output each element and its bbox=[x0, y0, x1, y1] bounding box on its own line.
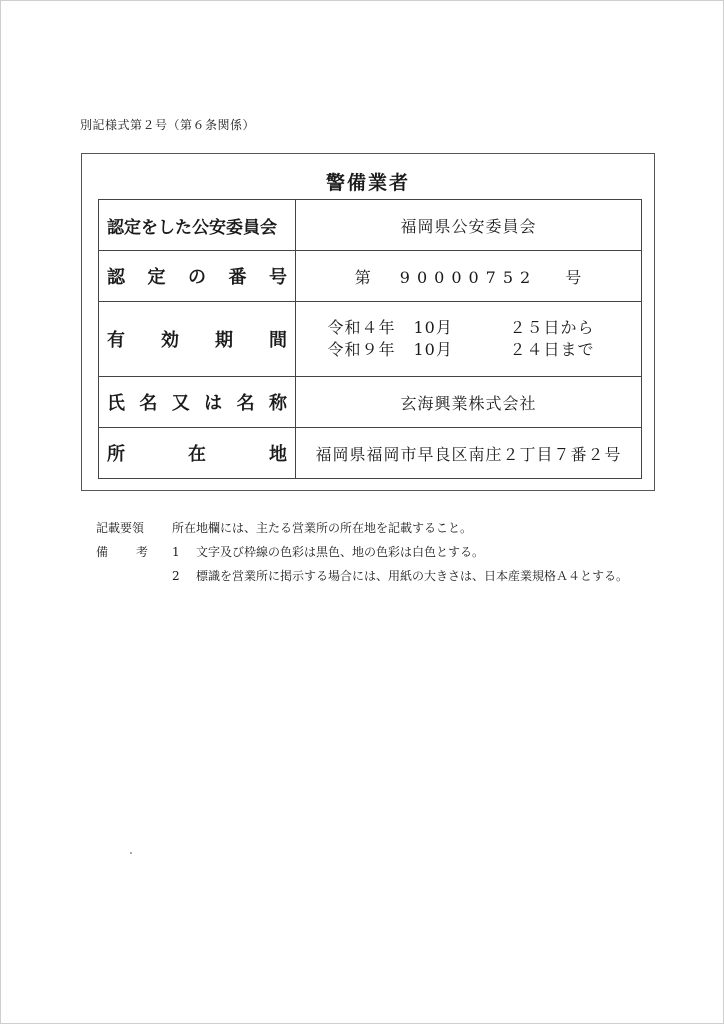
note-item bbox=[96, 564, 628, 588]
label-char: 号 bbox=[269, 267, 287, 288]
note-text: 標識を営業所に掲示する場合には、用紙の大きさは、日本産業規格Ａ４とする。 bbox=[196, 569, 629, 583]
commission-label: 認定をした公安委員会 bbox=[107, 217, 277, 238]
period-to-year: 令和９年 bbox=[327, 340, 396, 359]
period-from-day: ２５日から bbox=[509, 318, 595, 337]
number-value: 90000752 bbox=[399, 267, 538, 287]
name-label-cell bbox=[99, 377, 296, 428]
biko-char: 考 bbox=[135, 545, 148, 559]
label-char: 期 bbox=[215, 330, 233, 351]
address-label-cell bbox=[99, 428, 296, 479]
sign-title: 警備業者 bbox=[325, 172, 410, 194]
commission-value: 福岡県公安委員会 bbox=[296, 200, 642, 251]
label-char: 地 bbox=[269, 444, 287, 465]
label-char: 氏 bbox=[107, 393, 125, 414]
table-row-name bbox=[99, 377, 642, 428]
period-to-day: ２４日まで bbox=[509, 340, 595, 359]
note-number: 1 bbox=[172, 545, 180, 559]
period-to bbox=[297, 339, 640, 361]
note-text: 文字及び枠線の色彩は黒色、地の色彩は白色とする。 bbox=[196, 545, 485, 559]
label-char: 有 bbox=[107, 330, 125, 351]
period-label-cell bbox=[99, 302, 296, 377]
period-to-month: 10月 bbox=[413, 340, 453, 359]
label-char: 認 bbox=[107, 267, 125, 288]
label-char: 定 bbox=[147, 267, 166, 288]
number-value-cell bbox=[296, 251, 642, 302]
biko-char: 備 bbox=[96, 545, 109, 559]
table-row-address bbox=[99, 428, 642, 479]
number-label bbox=[107, 263, 287, 289]
sign-frame bbox=[81, 153, 655, 491]
label-char: 在 bbox=[188, 444, 206, 465]
name-value: 玄海興業株式会社 bbox=[296, 377, 642, 428]
kisai-text: 所在地欄には、主たる営業所の所在地を記載すること。 bbox=[172, 521, 473, 535]
label-char: 番 bbox=[228, 267, 247, 288]
address-value: 福岡県福岡市早良区南庄２丁目７番２号 bbox=[296, 428, 642, 479]
label-char: 名 bbox=[236, 393, 255, 414]
label-char: の bbox=[188, 267, 206, 288]
table-row-period bbox=[99, 302, 642, 377]
scan-speck bbox=[130, 852, 132, 854]
address-label bbox=[107, 440, 287, 466]
label-char: 所 bbox=[107, 444, 125, 465]
sign-table bbox=[98, 199, 642, 479]
note-item bbox=[96, 540, 628, 564]
label-char: 名 bbox=[139, 393, 158, 414]
note-number: 2 bbox=[172, 569, 180, 583]
label-char: 効 bbox=[161, 330, 179, 351]
table-row-number bbox=[99, 251, 642, 302]
number-prefix: 第 bbox=[354, 267, 372, 287]
table-row-commission bbox=[99, 200, 642, 251]
kisai-label: 記載要領 bbox=[96, 521, 145, 535]
number-suffix: 号 bbox=[565, 267, 583, 287]
label-char: は bbox=[204, 393, 223, 414]
label-char: 称 bbox=[268, 393, 287, 414]
commission-label-cell bbox=[99, 200, 296, 251]
period-value-cell bbox=[296, 302, 642, 377]
period-from-month: 10月 bbox=[413, 318, 453, 337]
label-char: 間 bbox=[269, 330, 287, 351]
period-label bbox=[107, 326, 287, 352]
biko-label bbox=[96, 540, 148, 564]
number-label-cell bbox=[99, 251, 296, 302]
label-char: 又 bbox=[171, 393, 190, 414]
period-from-year: 令和４年 bbox=[327, 318, 396, 337]
period-from bbox=[297, 317, 640, 339]
form-header: 別記様式第２号（第６条関係） bbox=[80, 118, 256, 132]
note-kisai bbox=[96, 516, 628, 540]
notes bbox=[96, 516, 628, 588]
name-label bbox=[107, 389, 287, 415]
